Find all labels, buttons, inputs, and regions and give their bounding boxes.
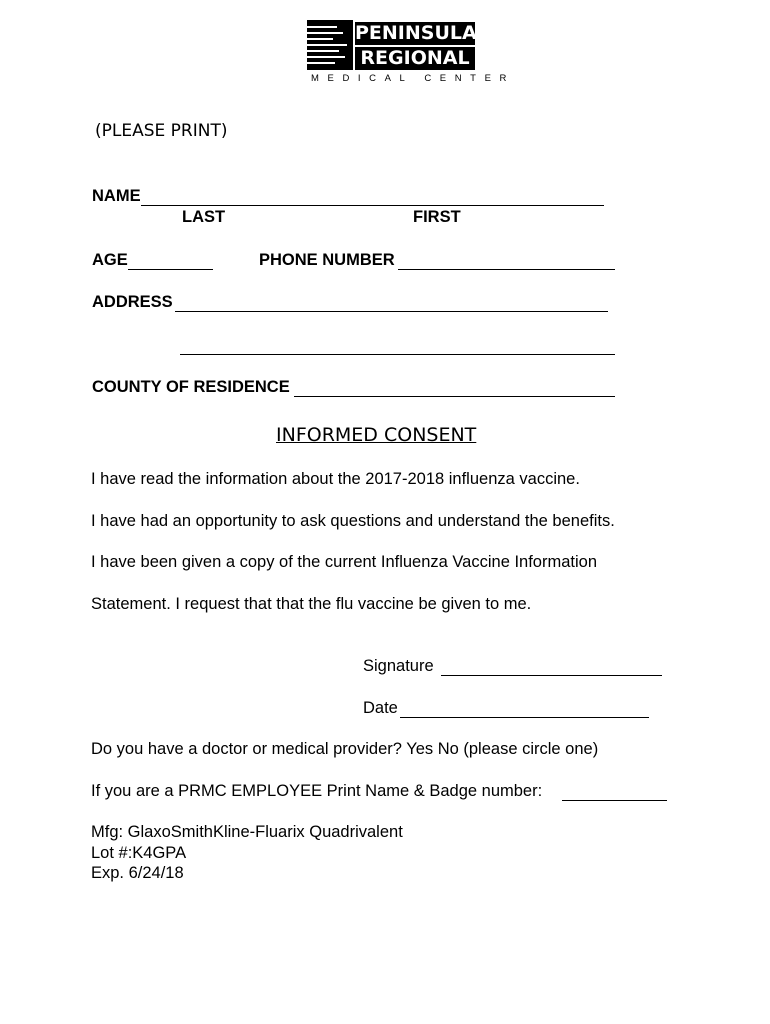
date-field[interactable]	[400, 717, 649, 718]
county-field[interactable]	[294, 396, 615, 397]
address-field-line-1[interactable]	[175, 311, 608, 312]
logo-line-1: PENINSULA	[355, 22, 477, 44]
name-field[interactable]	[141, 205, 604, 206]
vaccine-lot: Lot #:K4GPA	[91, 844, 187, 862]
informed-consent-heading: INFORMED CONSENT	[276, 424, 477, 446]
phone-label: PHONE NUMBER	[259, 251, 395, 269]
county-label: COUNTY OF RESIDENCE	[92, 378, 290, 396]
vaccine-mfg: Mfg: GlaxoSmithKline-Fluarix Quadrivalent	[91, 823, 403, 841]
doctor-question: Do you have a doctor or medical provider? Yes No (please circle one)	[91, 740, 599, 758]
phone-field[interactable]	[398, 269, 615, 270]
address-field-line-2[interactable]	[180, 354, 615, 355]
date-label: Date	[363, 699, 398, 717]
employee-badge-field[interactable]	[562, 800, 667, 801]
logo	[307, 20, 515, 84]
consent-line-4: Statement. I request that that the flu vaccine be given to me.	[91, 595, 532, 613]
logo-line-3: MEDICAL CENTER	[311, 73, 515, 84]
consent-line-2: I have had an opportunity to ask questions and understand the benefits.	[91, 512, 615, 530]
first-label: FIRST	[413, 208, 461, 226]
age-field[interactable]	[128, 269, 213, 270]
logo-line-2: REGIONAL	[355, 47, 475, 70]
age-label: AGE	[92, 251, 128, 269]
consent-line-3: I have been given a copy of the current Influenza Vaccine Information	[91, 553, 598, 571]
please-print-instruction: (PLEASE PRINT)	[95, 121, 228, 141]
logo-stripes-icon	[307, 20, 353, 70]
signature-field[interactable]	[441, 675, 662, 676]
last-label: LAST	[182, 208, 226, 226]
name-label: NAME	[92, 187, 141, 205]
consent-line-1: I have read the information about the 2017-2018 influenza vaccine.	[91, 470, 580, 488]
employee-question: If you are a PRMC EMPLOYEE Print Name & Badge number:	[91, 782, 543, 800]
signature-label: Signature	[363, 657, 434, 675]
vaccine-exp: Exp. 6/24/18	[91, 864, 184, 882]
address-label: ADDRESS	[92, 293, 173, 311]
